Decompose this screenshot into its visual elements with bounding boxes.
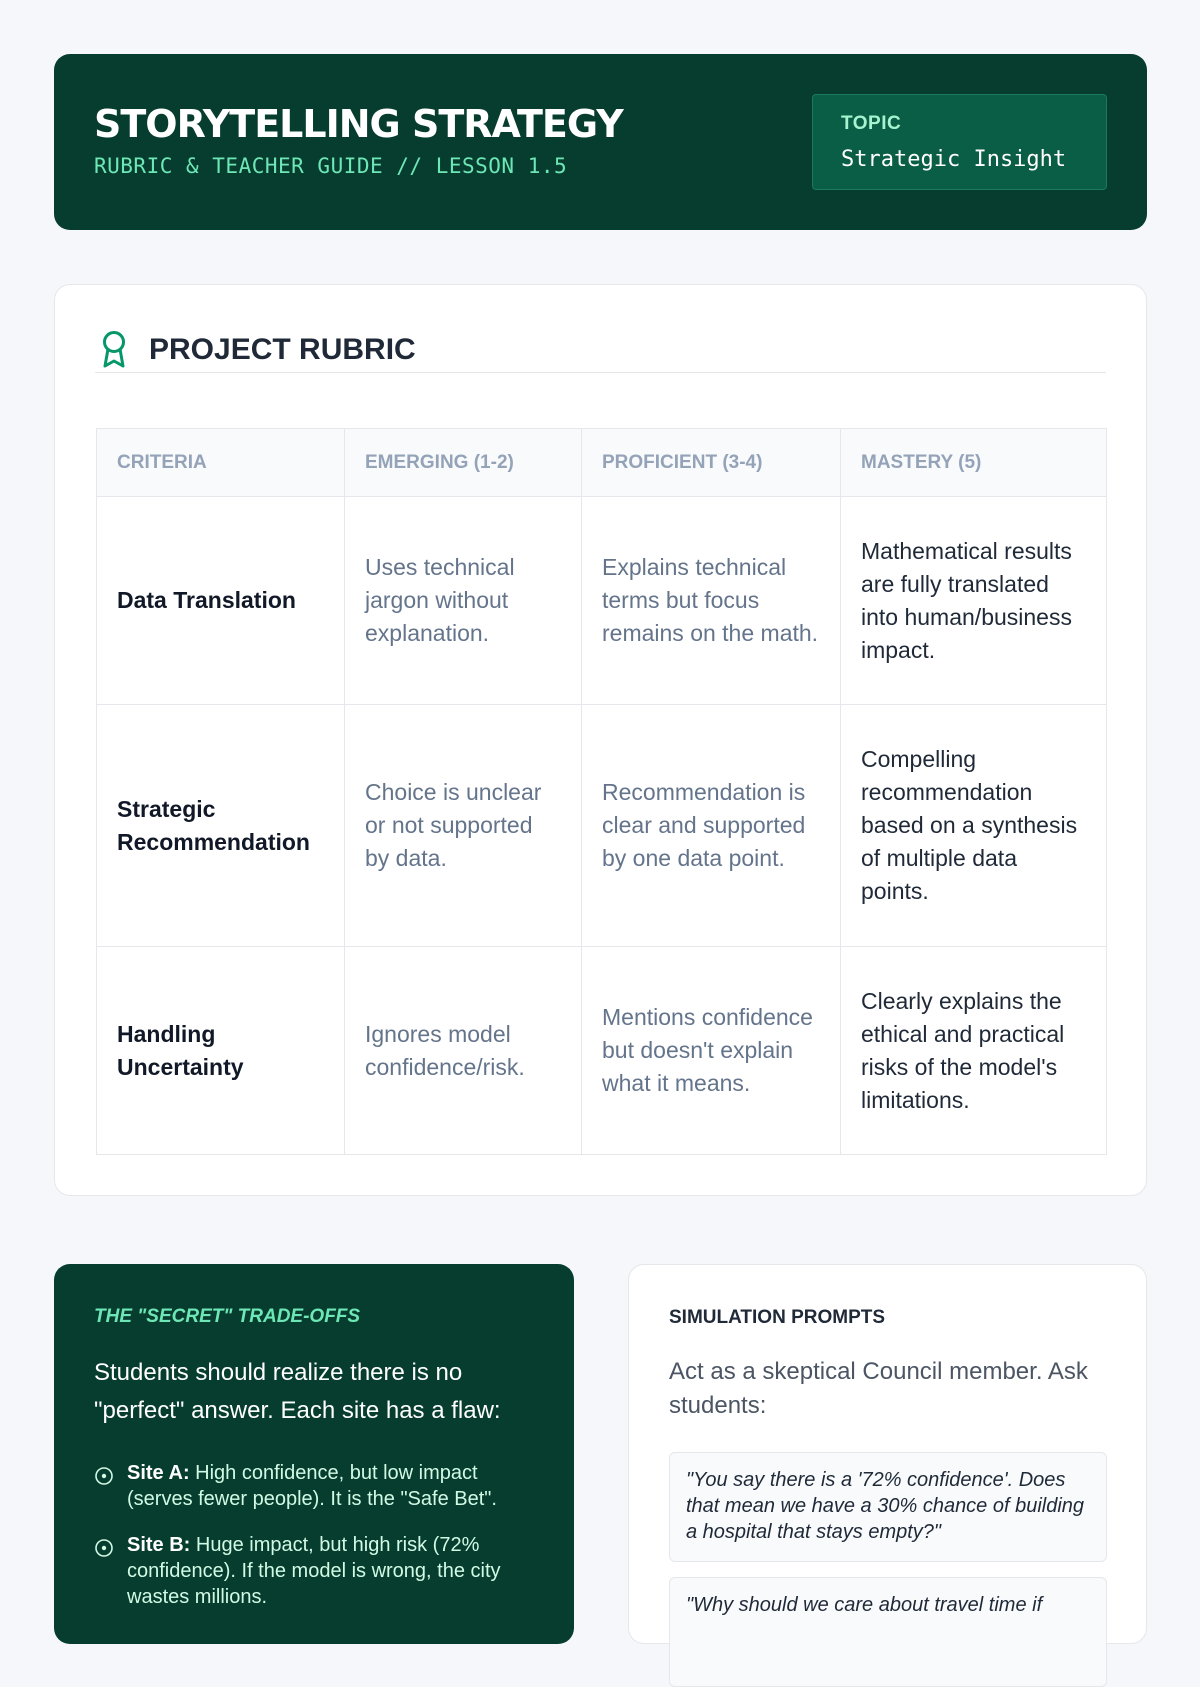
table-row — [97, 497, 1107, 705]
topic-value: Strategic Insight — [841, 147, 1067, 172]
topic-label: TOPIC — [841, 113, 902, 134]
simulation-title: SIMULATION PROMPTS — [669, 1307, 886, 1328]
proficient-cell: Mentions confidence but doesn't explain what it means. — [582, 947, 841, 1155]
rubric-title: PROJECT RUBRIC — [149, 333, 416, 366]
simulation-intro: Act as a skeptical Council member. Ask students: — [669, 1358, 1088, 1419]
mastery-cell: Clearly explains the ethical and practical risks of the model's limitations. — [841, 947, 1107, 1155]
simulation-card — [628, 1264, 1147, 1644]
criteria-cell: Handling Uncertainty — [97, 947, 345, 1155]
site-text: Huge impact, but high risk (72% confidence). If the model is wrong, the city wastes millions. — [127, 1534, 501, 1608]
list-item — [94, 1532, 544, 1610]
table-row — [97, 947, 1107, 1155]
proficient-cell: Recommendation is clear and supported by one data point. — [582, 705, 841, 947]
rubric-card — [54, 284, 1147, 1196]
table-row — [97, 705, 1107, 947]
target-circle-icon — [94, 1538, 114, 1558]
emerging-cell: Uses technical jargon without explanation. — [345, 497, 582, 705]
column-header-criteria: CRITERIA — [97, 429, 345, 497]
emerging-cell: Ignores model confidence/risk. — [345, 947, 582, 1155]
tradeoffs-intro: Students should realize there is no "perfect" answer. Each site has a flaw: — [94, 1359, 501, 1424]
page-title: STORYTELLING STRATEGY — [94, 102, 623, 146]
criteria-cell: Strategic Recommendation — [97, 705, 345, 947]
proficient-cell: Explains technical terms but focus remains on the math. — [582, 497, 841, 705]
topic-box — [812, 94, 1107, 190]
mastery-cell: Compelling recommendation based on a synthesis of multiple data points. — [841, 705, 1107, 947]
target-circle-icon — [94, 1466, 114, 1486]
rubric-header — [95, 325, 1106, 373]
site-label: Site B: — [127, 1534, 191, 1556]
column-header-mastery: MASTERY (5) — [841, 429, 1107, 497]
site-text: High confidence, but low impact (serves fewer people). It is the "Safe Bet". — [127, 1462, 497, 1510]
tradeoffs-list — [94, 1460, 544, 1630]
rubric-table — [96, 428, 1107, 1155]
rubric-header-row — [97, 429, 1107, 497]
column-header-emerging: EMERGING (1-2) — [345, 429, 582, 497]
column-header-proficient: PROFICIENT (3-4) — [582, 429, 841, 497]
header-banner — [54, 54, 1147, 230]
page-subtitle: RUBRIC & TEACHER GUIDE // LESSON 1.5 — [94, 154, 568, 178]
mastery-cell: Mathematical results are fully translated into human/business impact. — [841, 497, 1107, 705]
tradeoffs-card — [54, 1264, 574, 1644]
list-item — [94, 1460, 544, 1512]
simulation-prompt: "Why should we care about travel time if — [669, 1577, 1107, 1687]
simulation-prompt: "You say there is a '72% confidence'. Does that mean we have a 30% chance of building a hospital that stays empty?" — [669, 1452, 1107, 1562]
site-label: Site A: — [127, 1462, 190, 1484]
award-ribbon-icon — [99, 329, 129, 369]
tradeoffs-title: THE "SECRET" TRADE-OFFS — [94, 1306, 361, 1327]
emerging-cell: Choice is unclear or not supported by data. — [345, 705, 582, 947]
criteria-cell: Data Translation — [97, 497, 345, 705]
